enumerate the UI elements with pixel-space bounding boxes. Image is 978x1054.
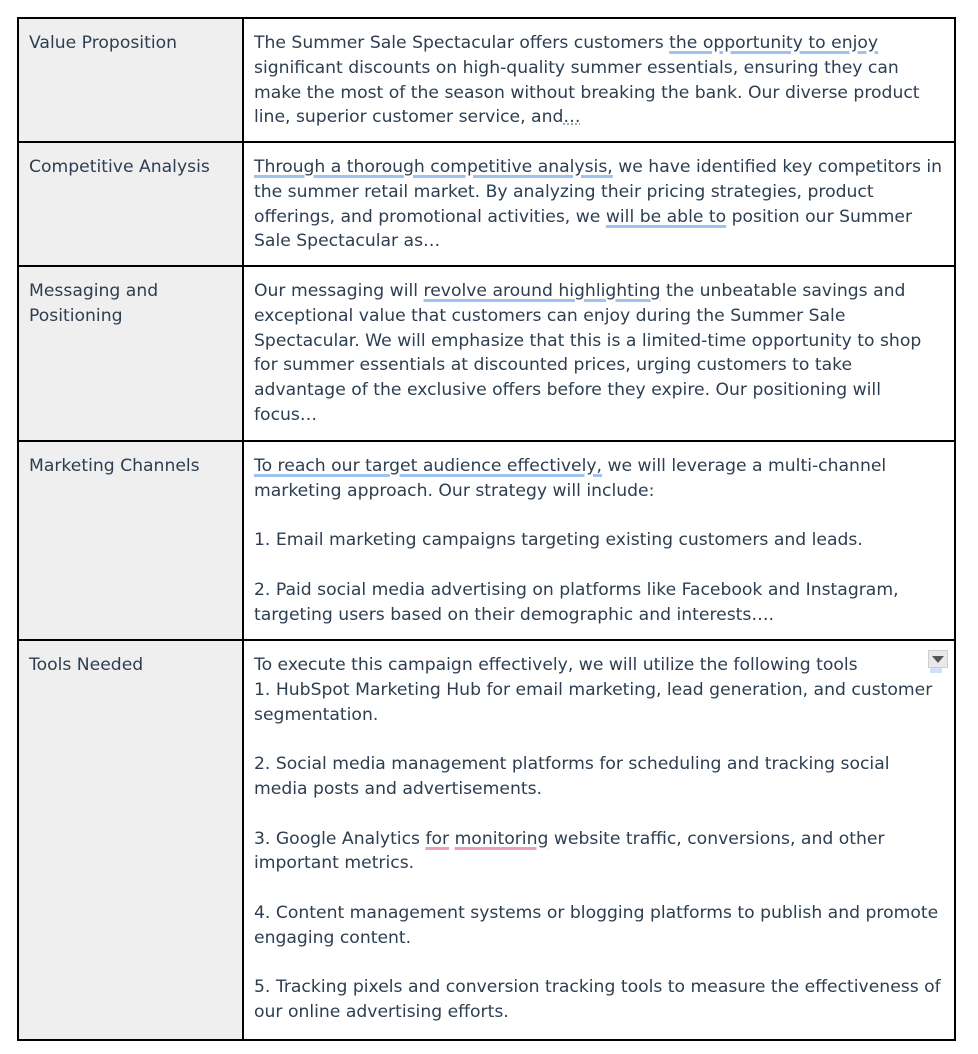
writing-suggestion[interactable]: will be able to: [605, 206, 727, 227]
content-paragraph: To execute this campaign effectively, we will utilize the following tools: [254, 655, 858, 675]
row-content[interactable]: [243, 266, 955, 441]
content-paragraph: [254, 454, 944, 504]
table-row: [18, 18, 955, 142]
list-item: 4. Content management systems or blogging platforms to publish and promote engaging content.: [254, 902, 939, 948]
writing-suggestion[interactable]: To reach our target audience effectively,: [254, 456, 602, 476]
row-label: Tools Needed: [18, 640, 243, 1040]
table-row: [18, 142, 955, 266]
paragraph-gap: [254, 553, 944, 578]
writing-suggestion[interactable]: Through a thorough competitive analysis,: [254, 157, 613, 177]
list-item: 1. Email marketing campaigns targeting existing customers and leads.: [254, 530, 863, 551]
content-text: Our messaging will: [254, 281, 424, 301]
content-text: The Summer Sale Spectacular offers customers: [254, 33, 670, 53]
list-item: [254, 827, 944, 877]
list-item: 5. Tracking pixels and conversion tracking tools to measure the effectiveness of our online advertising efforts.: [254, 977, 941, 1023]
content-text: website traffic, conversions, and other important metrics.: [254, 828, 885, 874]
row-label: Value Proposition: [18, 18, 243, 142]
paragraph-gap: [254, 802, 944, 827]
truncation-ellipsis[interactable]: …: [563, 107, 581, 128]
content-text: position our Summer Sale Spectacular as…: [254, 206, 913, 252]
list-item: 2. Paid social media advertising on platforms like Facebook and Instagram, targeting users based on their demographic and interests….: [254, 579, 899, 625]
paragraph-gap: [254, 727, 944, 752]
content-text: 3. Google Analytics: [254, 828, 426, 849]
content-text: we have identified key competitors in the summer retail market. By analyzing their pricing strategies, product offerings, and promotional activities, we: [254, 157, 943, 227]
row-content[interactable]: [243, 441, 955, 640]
row-label: Competitive Analysis: [18, 142, 243, 266]
table-row: [18, 266, 955, 441]
spelling-suggestion[interactable]: monitoring: [454, 828, 549, 849]
spelling-suggestion[interactable]: for: [425, 828, 450, 849]
row-content[interactable]: [243, 18, 955, 142]
list-item: 1. HubSpot Marketing Hub for email marketing, lead generation, and customer segmentation.: [254, 679, 933, 725]
row-content[interactable]: [243, 640, 955, 1040]
paragraph-gap: [254, 951, 944, 976]
writing-suggestion[interactable]: revolve around highlighting: [423, 281, 661, 301]
paragraph-gap: [254, 876, 944, 901]
paragraph-gap: [254, 504, 944, 529]
campaign-plan-table: [17, 17, 956, 1041]
content-text: the unbeatable savings and exceptional value that customers can enjoy during the Summer Sale Spectacular. We will emphasize that this is a limited-time opportunity to shop for summer essentials at discounted prices, urging customers to take advantage of the exclusive offers before they expire. Our positioning will focus…: [254, 281, 922, 425]
row-label: Messaging and Positioning: [18, 266, 243, 441]
table-row: [18, 441, 955, 640]
table-row: [18, 640, 955, 1040]
selection-highlight: [930, 668, 942, 673]
content-text: we will leverage a multi-channel marketing approach. Our strategy will include:: [254, 456, 887, 501]
writing-suggestion[interactable]: the opportunity to enjoy: [669, 33, 879, 53]
row-label: Marketing Channels: [18, 441, 243, 640]
row-content[interactable]: [243, 142, 955, 266]
dropdown-arrow-icon[interactable]: [928, 650, 948, 668]
list-item: 2. Social media management platforms for scheduling and tracking social media posts and advertisements.: [254, 754, 890, 799]
content-text: significant discounts on high-quality summer essentials, ensuring they can make the most of the season without breaking the bank. Our diverse product line, superior customer service, and: [254, 57, 920, 128]
